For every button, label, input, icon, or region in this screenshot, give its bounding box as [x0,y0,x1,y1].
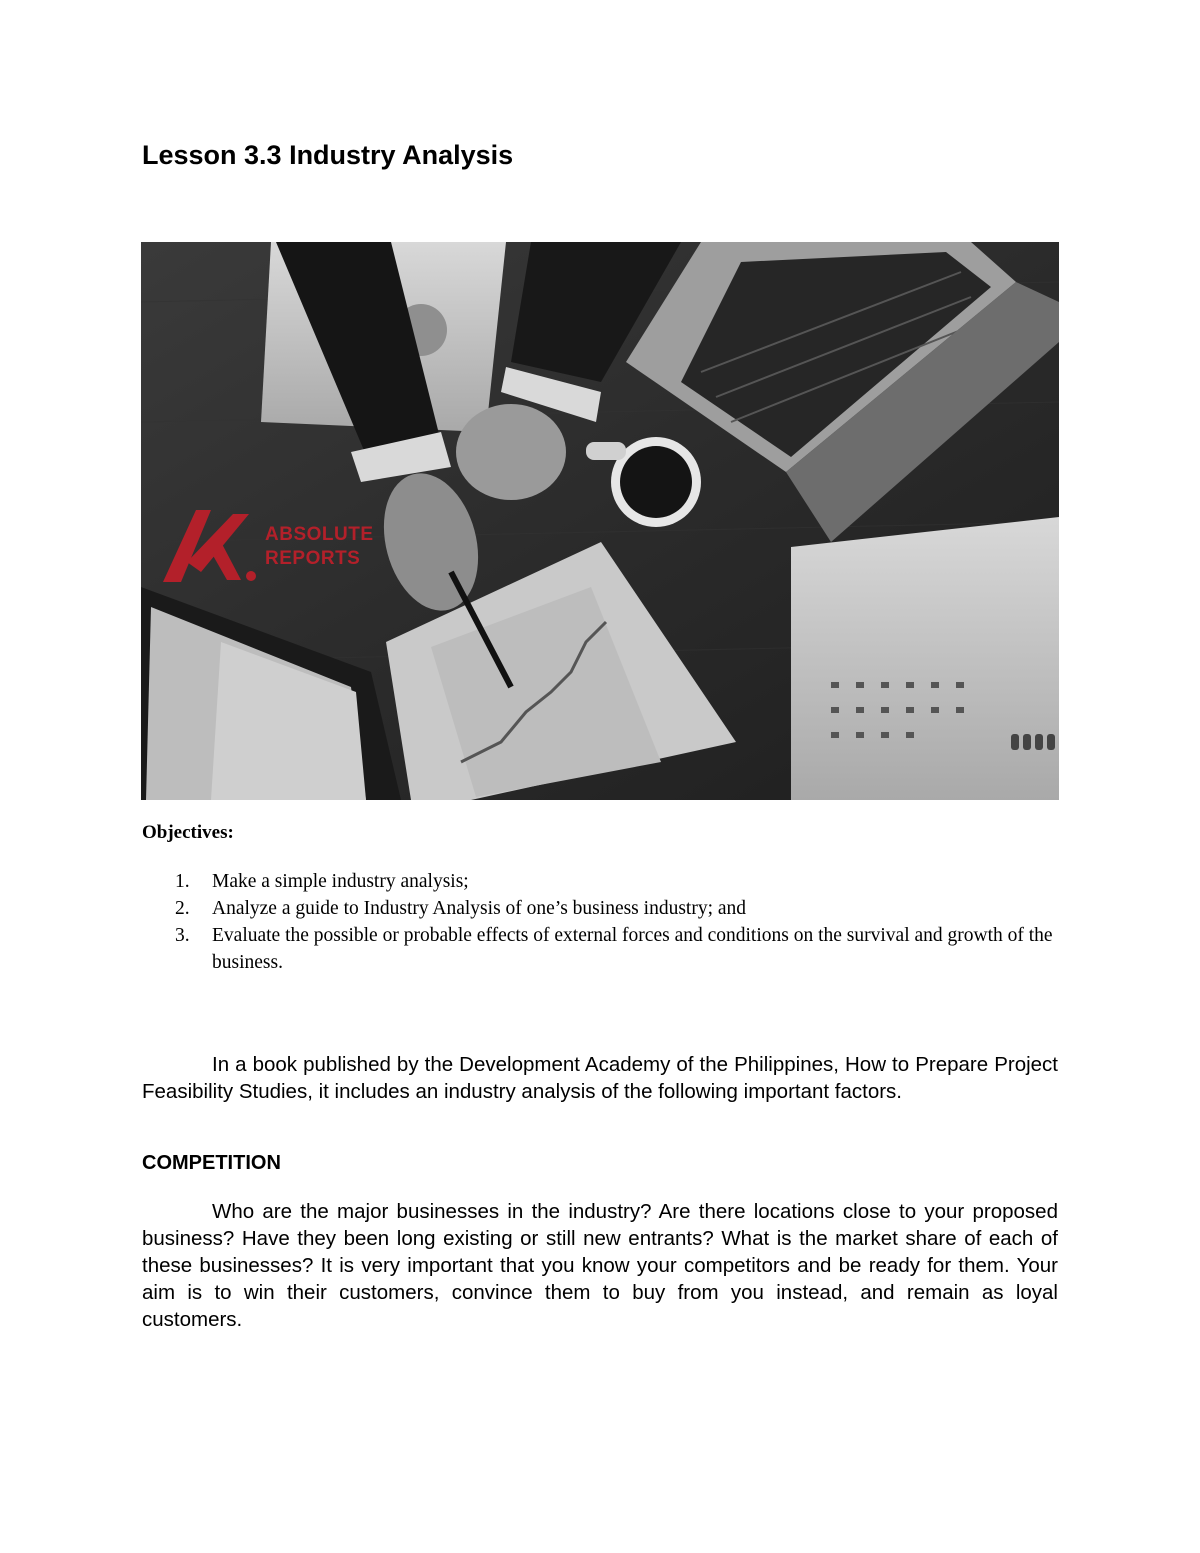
list-item-text: Evaluate the possible or probable effects of external forces and conditions on the survival and growth of the business. [212,925,1053,973]
logo-text-line2: REPORTS [265,548,361,569]
objectives-list [142,868,1060,976]
industry-analysis-photo [141,242,1059,800]
competition-paragraph: Who are the major businesses in the industry? Are there locations close to your proposed business? Have they been long existing or still new entrants? What is the market share of each of these businesses? It is very important that you know your competitors and be ready for them. Your aim is to win their customers, convince them to buy from you instead, and remain as loyal customers. [142,1200,1058,1331]
page-title: Lesson 3.3 Industry Analysis [142,140,514,170]
list-item [142,895,1060,922]
competition-heading: COMPETITION [142,1152,281,1174]
calendar [791,517,1059,800]
list-item [142,868,1060,895]
list-item-text: Make a simple industry analysis; [212,871,469,892]
intro-paragraph: In a book published by the Development Academy of the Philippines, How to Prepare Project Feasibility Studies, it includes an industry analysis of the following important factors. [142,1053,1058,1103]
hand [456,404,566,500]
list-item-number: 2. [175,898,190,919]
logo-text-line1: ABSOLUTE [265,524,374,545]
objectives-heading: Objectives: [142,822,234,843]
list-item-number: 1. [175,871,190,892]
list-item-text: Analyze a guide to Industry Analysis of one’s business industry; and [212,898,747,919]
list-item [142,922,1060,976]
list-item-number: 3. [175,925,190,946]
